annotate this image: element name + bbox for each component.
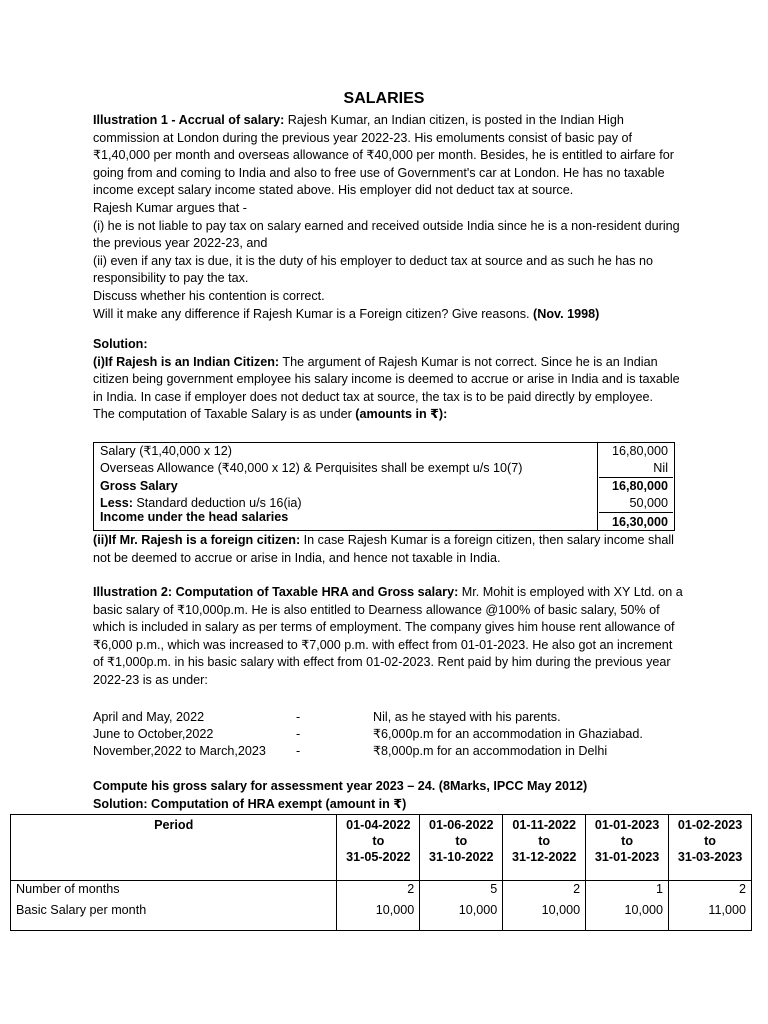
- illustration-1-heading: Illustration 1 - Accrual of salary:: [93, 113, 285, 127]
- hra-solution-heading: Solution: Computation of HRA exempt (amount in ₹): [93, 796, 407, 811]
- table-row: [94, 478, 674, 495]
- row-amount: 16,80,000: [611, 479, 668, 493]
- solution-1: [93, 336, 683, 424]
- illustration-2-heading: Illustration 2: Computation of Taxable HRA and Gross salary:: [93, 585, 459, 599]
- table-cell: 2: [669, 881, 752, 902]
- table-cell: 10,000: [503, 902, 586, 931]
- period-column-header: 01-11-2022 to 31-12-2022: [503, 815, 586, 881]
- part-2-text: In case Rajesh Kumar is a foreign citizen, then salary income shall not be deemed to accrue or arise in India, and hence not taxable in India.: [93, 533, 674, 565]
- part-2-heading: (ii)If Mr. Rajesh is a foreign citizen:: [93, 533, 301, 547]
- solution-part-1: [93, 354, 683, 407]
- table-row: [94, 443, 674, 460]
- question-line: [93, 306, 683, 324]
- illustration-1: [93, 112, 683, 323]
- schedule-period: November,2022 to March,2023: [93, 744, 266, 758]
- table-cell: 10,000: [420, 902, 503, 931]
- computation-intro: The computation of Taxable Salary is as under (amounts in ₹):: [93, 407, 448, 422]
- period-column-header: 01-04-2022 to 31-05-2022: [337, 815, 420, 881]
- part-1-text: The argument of Rajesh Kumar is not correct. Since he is an Indian citizen being government employee his salary income is deemed to accrue or arise in India and is taxable in India. In case if employer does not deduct tax at source, the tax is to be paid directly by employee.: [93, 354, 680, 404]
- row-label: Basic Salary per month: [11, 902, 337, 931]
- row-amount: Nil: [653, 461, 668, 475]
- row-label: Salary (₹1,40,000 x 12): [100, 444, 232, 458]
- illustration-2: [93, 584, 683, 690]
- period-column-header: 01-02-2023 to 31-03-2023: [669, 815, 752, 881]
- argues-line: Rajesh Kumar argues that -: [93, 200, 247, 215]
- hra-computation-table: [10, 814, 752, 931]
- period-header: Period: [11, 815, 337, 881]
- table-cell: 1: [586, 881, 669, 902]
- period-column-header: 01-01-2023 to 31-01-2023: [586, 815, 669, 881]
- row-label: Income under the head salaries: [100, 510, 289, 524]
- schedule-dash: -: [296, 710, 301, 724]
- table-row: [94, 509, 674, 529]
- row-label: Number of months: [11, 881, 337, 902]
- salary-computation-table: [93, 442, 675, 531]
- row-label: Gross Salary: [100, 479, 178, 493]
- table-cell: 10,000: [337, 902, 420, 931]
- schedule-detail: ₹6,000p.m for an accommodation in Ghaziabad.: [373, 727, 643, 741]
- table-header-row: [11, 815, 752, 881]
- schedule-dash: -: [296, 744, 301, 758]
- point-1: (i) he is not liable to pay tax on salary earned and received outside India since he is a non-resident during the previous year 2022-23, and: [93, 218, 680, 251]
- row-label: Less: Standard deduction u/s 16(ia): [100, 496, 302, 510]
- computation-unit: (amounts in ₹):: [355, 407, 448, 422]
- table-cell: 2: [503, 881, 586, 902]
- schedule-period: April and May, 2022: [93, 710, 205, 724]
- table-cell: 11,000: [669, 902, 752, 931]
- part-1-heading: (i)If Rajesh is an Indian Citizen:: [93, 354, 280, 369]
- table-row: [94, 460, 674, 477]
- illustration-1-paragraph: [93, 112, 683, 200]
- solution-heading: Solution:: [93, 337, 148, 351]
- table-cell: 5: [420, 881, 503, 902]
- point-2: (ii) even if any tax is due, it is the duty of his employer to deduct tax at source and as such he has no responsibility to pay the tax.: [93, 253, 654, 286]
- period-column-header: 01-06-2022 to 31-10-2022: [420, 815, 503, 881]
- table-row: [11, 881, 752, 902]
- schedule-period: June to October,2022: [93, 727, 214, 741]
- illustration-2-text: Mr. Mohit is employed with XY Ltd. on a basic salary of ₹10,000p.m. He is also entitled to Dearness allowance @100% of basic salary, 50% of which is included in salary as per terms of employment. The company gives him house rent allowance of ₹6,000 p.m., which was increased to ₹7,000 p.m. with effect from 01-01-2023. He also got an increment of ₹1,000p.m. in his basic salary with effect from 01-02-2023. Rent paid by him during the previous year 2022-23 is as under:: [93, 585, 683, 687]
- page-title: SALARIES: [343, 90, 425, 107]
- question-text: Will it make any difference if Rajesh Kumar is a Foreign citizen? Give reasons.: [93, 306, 534, 321]
- row-label: Overseas Allowance (₹40,000 x 12) & Perquisites shall be exempt u/s 10(7): [100, 461, 523, 475]
- schedule-dash: -: [296, 727, 301, 741]
- schedule-detail: Nil, as he stayed with his parents.: [373, 710, 561, 724]
- solution-part-2: [93, 532, 683, 567]
- illustration-1-text: Rajesh Kumar, an Indian citizen, is posted in the Indian High commission at London during the previous year 2022-23. His emoluments consist of basic pay of ₹1,40,000 per month and overseas allowance of ₹40,000 per month. Besides, he is entitled to airfare for going from and coming to India and also to free use of Government's car at London. He has no taxable income except salary income stated above. His employer did not deduct tax at source.: [93, 113, 674, 198]
- schedule-detail: ₹8,000p.m for an accommodation in Delhi: [373, 744, 608, 758]
- table-cell: 2: [337, 881, 420, 902]
- compute-line: Compute his gross salary for assessment year 2023 – 24. (8Marks, IPCC May 2012): [93, 779, 588, 793]
- row-amount: 16,30,000: [611, 515, 668, 529]
- table-row: [11, 902, 752, 931]
- table-cell: 10,000: [586, 902, 669, 931]
- discuss-line: Discuss whether his contention is correct.: [93, 288, 325, 303]
- compute-instructions: [93, 778, 683, 813]
- question-source: (Nov. 1998): [533, 306, 600, 321]
- row-amount: 50,000: [629, 496, 668, 510]
- row-amount: 16,80,000: [611, 444, 668, 458]
